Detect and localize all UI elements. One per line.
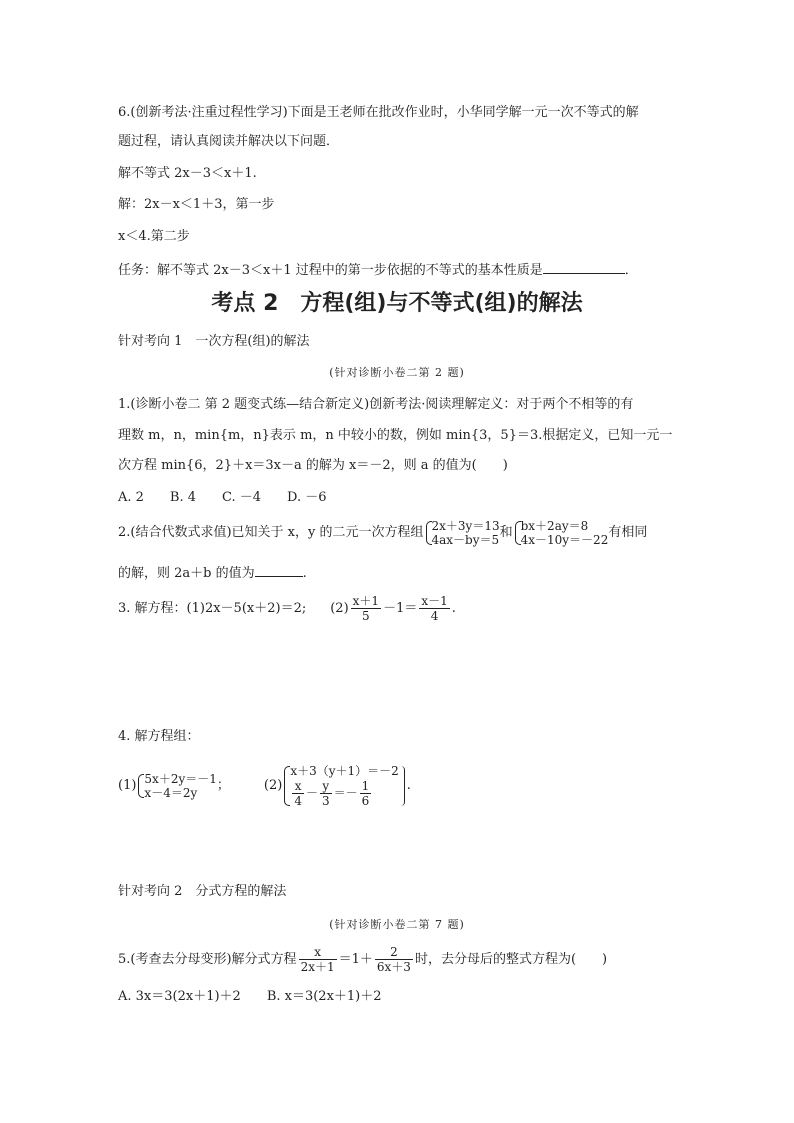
q3-frac1-denominator: 5 [351, 608, 381, 623]
q1-line2: 理数 m，n，min{m，n}表示 m，n 中较小的数，例如 min{3，5}＝3.根据定义，已知一元一 [118, 428, 673, 443]
q2-line2 [118, 562, 307, 583]
q2-line1 [118, 516, 647, 550]
q5-options: A. 3x＝3(2x＋1)＋2 B. x＝3(2x＋1)＋2 [118, 989, 382, 1004]
q3-part1: 3. 解方程：(1)2x－5(x＋2)＝2; [118, 601, 307, 616]
q2-line2-text: 的解，则 2a＋b 的值为 [118, 566, 255, 581]
q4-p2-eq1: x＋3（y＋1）＝－2 [290, 763, 399, 778]
q1-options: A. 2 B. 4 C. －4 D. －6 [118, 490, 327, 505]
q3-frac2-denominator: 4 [419, 608, 449, 623]
q3-frac2-numerator: x－1 [421, 594, 448, 608]
q4-system-1 [136, 772, 216, 800]
q6-line5: x＜4.第二步 [118, 229, 190, 244]
q3-fraction-1 [351, 594, 381, 623]
q1-line1: 1.(诊断小卷二 第 2 题变式练—结合新定义)创新考法·阅读理解定义：对于两个不相等的有 [118, 397, 634, 412]
q4-p2-label: (2) [263, 778, 283, 793]
q5-suffix: 时，去分母后的整式方程为( ) [414, 952, 608, 967]
q2-sys2-eq2: 4x－10y＝－22 [520, 532, 609, 547]
q4-p2-minus: － [305, 785, 318, 800]
q5-frac1-numerator: x [314, 945, 321, 959]
q4-p2-frac-rhs-num: 1 [361, 778, 370, 793]
q2-sys2-eq1: bx＋2ay＝8 [520, 518, 589, 533]
q4-system-2 [282, 764, 406, 808]
q4-systems [118, 755, 411, 817]
q4-p1-label: (1) [118, 778, 137, 793]
q2-answer-blank[interactable] [255, 562, 303, 577]
q2-system-2 [513, 519, 609, 547]
q4-p1-eq1: 5x＋2y＝－1 [144, 771, 217, 786]
q2-line2-end: . [302, 566, 307, 581]
q6-answer-blank[interactable] [543, 259, 625, 274]
q4-p2-eq-sign: ＝－ [333, 785, 358, 800]
q2-mid: 和 [499, 525, 513, 540]
q5-frac1-denominator: 2x＋1 [300, 960, 335, 974]
q5-line1 [118, 942, 607, 978]
q4-p2-frac-y-den: 3 [321, 793, 330, 808]
q4-p2-frac-rhs [360, 779, 372, 808]
q4-p1-end: ； [216, 778, 230, 793]
q6-line3: 解不等式 2x－3＜x＋1. [118, 166, 257, 181]
q4-p2-frac-rhs-den: 6 [361, 793, 370, 808]
q5-fraction-2 [375, 945, 413, 974]
q2-sys1-eq2: 4ax－by＝5 [431, 532, 500, 547]
direction2-title: 针对考向 2 分式方程的解法 [118, 884, 287, 899]
q6-line2: 题过程，请认真阅读并解决以下问题． [118, 134, 340, 149]
q4-p2-frac-x-num: x [294, 778, 302, 793]
q3-middle: －1＝ [383, 601, 418, 616]
direction2-note: (针对诊断小卷二第 7 题) [329, 918, 465, 931]
q4-p2-frac-x-den: 4 [294, 793, 302, 808]
q5-prefix: 5.(考查去分母变形)解分式方程 [118, 952, 297, 967]
direction1-title: 针对考向 1 一次方程(组)的解法 [118, 334, 310, 349]
q4-p2-frac-x [292, 779, 304, 808]
q4-p2-eq2 [290, 779, 398, 808]
q5-fraction-1 [299, 945, 337, 974]
q3-part2-label: (2) [330, 601, 349, 616]
q3-end: . [451, 601, 456, 616]
q6-line1: 6.(创新考法·注重过程性学习)下面是王老师在批改作业时，小华同学解一元一次不等式的解 [118, 105, 639, 120]
q3-frac1-numerator: x＋1 [352, 594, 380, 608]
q4-title: 4. 解方程组： [118, 729, 200, 744]
q6-task-text: 任务：解不等式 2x－3＜x＋1 过程中的第一步依据的不等式的基本性质是 [118, 263, 543, 278]
q4-p2-end: . [406, 778, 411, 793]
q6-line4: 解：2x－x＜1＋3，第一步 [118, 197, 275, 212]
q2-suffix: 有相同 [608, 525, 648, 540]
q6-task-end: ． [624, 263, 638, 278]
q2-system-1 [424, 519, 500, 547]
q2-prefix: 2.(结合代数式求值)已知关于 x，y 的二元一次方程组 [118, 525, 424, 540]
q3-line [118, 592, 456, 626]
q6-task [118, 259, 638, 280]
q5-frac2-numerator: 2 [390, 945, 398, 959]
section-title: 考点 2 方程(组)与不等式(组)的解法 [211, 291, 583, 316]
q4-p1-eq2: x－4＝2y [144, 785, 198, 800]
q4-p2-frac-y-num: y [322, 778, 330, 793]
direction1-note: (针对诊断小卷二第 2 题) [329, 366, 465, 379]
q5-mid: ＝1＋ [338, 952, 373, 967]
q2-sys1-eq1: 2x＋3y＝13 [431, 518, 500, 533]
q3-fraction-2 [419, 594, 449, 623]
q5-frac2-denominator: 6x＋3 [376, 960, 411, 974]
q4-p2-frac-y [320, 779, 332, 808]
q1-line3: 次方程 min{6，2}＋x＝3x－a 的解为 x＝－2，则 a 的值为( ) [118, 458, 508, 473]
